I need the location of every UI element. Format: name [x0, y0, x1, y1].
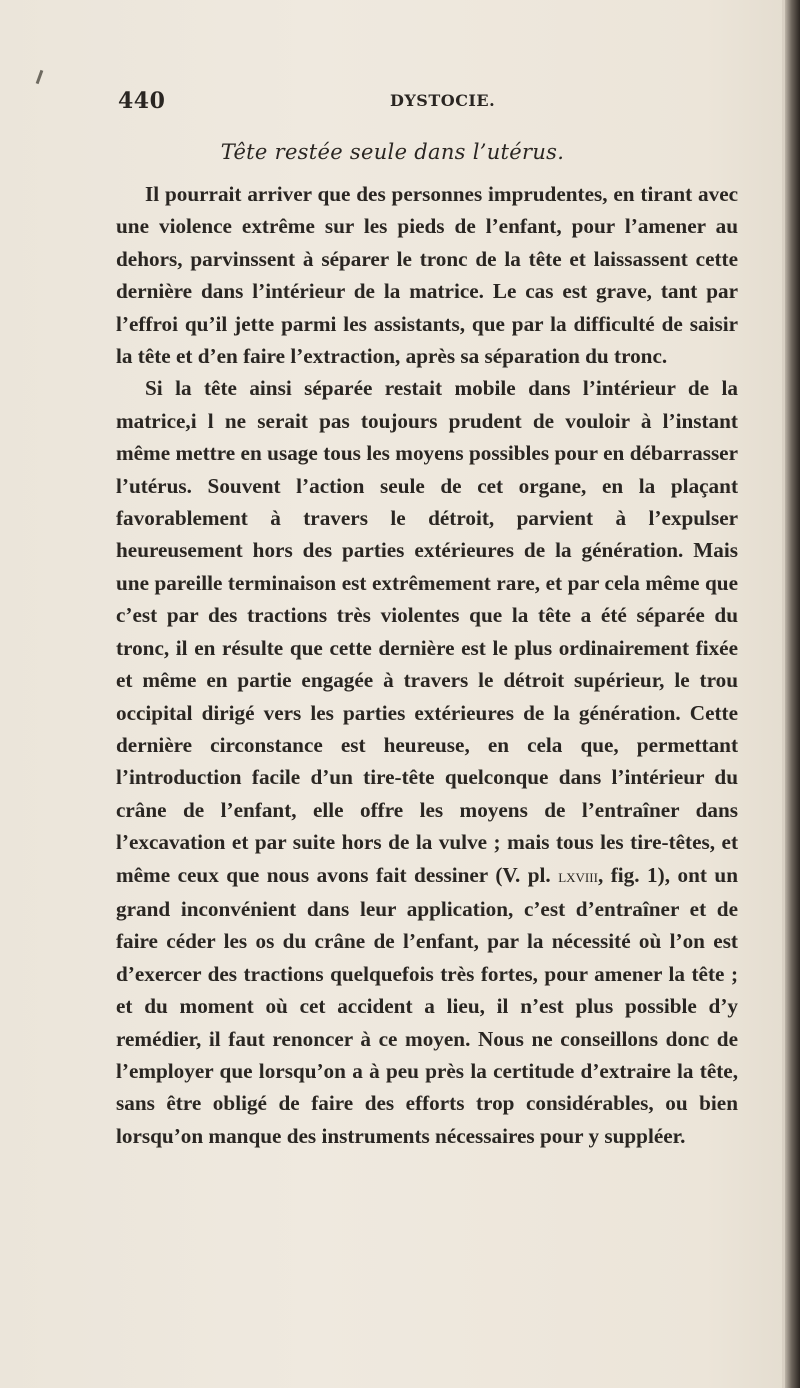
paragraph-2-part-2: , fig. 1), ont un grand inconvénient dans leur application, c’est d’entraîner et de faire céder les os du crâne de l’enfant, par la nécessité où l’on est d’exercer des tractions quelquefois très fortes, pour amener la tête ; et du moment où cet accident a lieu, il n’est plus possible d’y remédier, il faut renoncer à ce moyen. Nous ne conseillons donc de l’employer que lorsqu’on a à peu près la certitude d’extraire la tête, sans être obligé de faire des efforts trop considérables, ou bien lorsqu’on manque des instruments nécessaires pour y suppléer.	[116, 862, 739, 1148]
paragraph-2	[116, 372, 738, 1152]
page-number: 440	[118, 88, 166, 114]
paragraph-2-part-1: Si la tête ainsi séparée restait mobile dans l’intérieur de la matrice,i l ne serait pas toujours prudent de vouloir à l’instant même mettre en usage tous les moyens possibles pour en débarrasser l’utérus. Souvent l’action seule de cet organe, en la plaçant favorablement à travers le détroit, parvient à l’expulser heureusement hors des parties extérieures de la génération. Mais une pareille terminaison est extrêmement rare, et par cela même que c’est par des tractions très violentes que la tête a été séparée du tronc, il en résulte que cette dernière est le plus ordinairement fixée et même en partie engagée à travers le détroit supérieur, le trou occipital dirigé vers les parties extérieures de la génération. Cette dernière circonstance est heureuse, en cela que, permettant l’introduction facile d’un tire-tête quelconque dans l’intérieur du crâne de l’enfant, elle offre les moyens de l’entraîner dans l’excavation et par suite hors de la vulve ; mais tous les tire-têtes, et même ceux que nous avons fait dessiner (V. pl.	[116, 376, 738, 887]
paragraph-1: Il pourrait arriver que des personnes imprudentes, en tirant avec une violence extrême sur les pieds de l’enfant, pour l’amener au dehors, parvinssent à séparer le tronc de la tête et laissassent cette dernière dans l’intérieur de la matrice. Le cas est grave, tant par l’effroi qu’il jette parmi les assistants, que par la difficulté de saisir la tête et d’en faire l’extraction, après sa séparation du tronc.	[116, 182, 738, 369]
running-head: DYSTOCIE.	[390, 91, 496, 110]
margin-mark	[36, 70, 44, 84]
section-title: Tête restée seule dans l’utérus.	[220, 140, 565, 164]
plate-reference: lxviii	[558, 865, 598, 887]
page-edge-shadow	[785, 0, 800, 1388]
page-header	[118, 88, 738, 118]
body-text	[116, 178, 738, 1152]
